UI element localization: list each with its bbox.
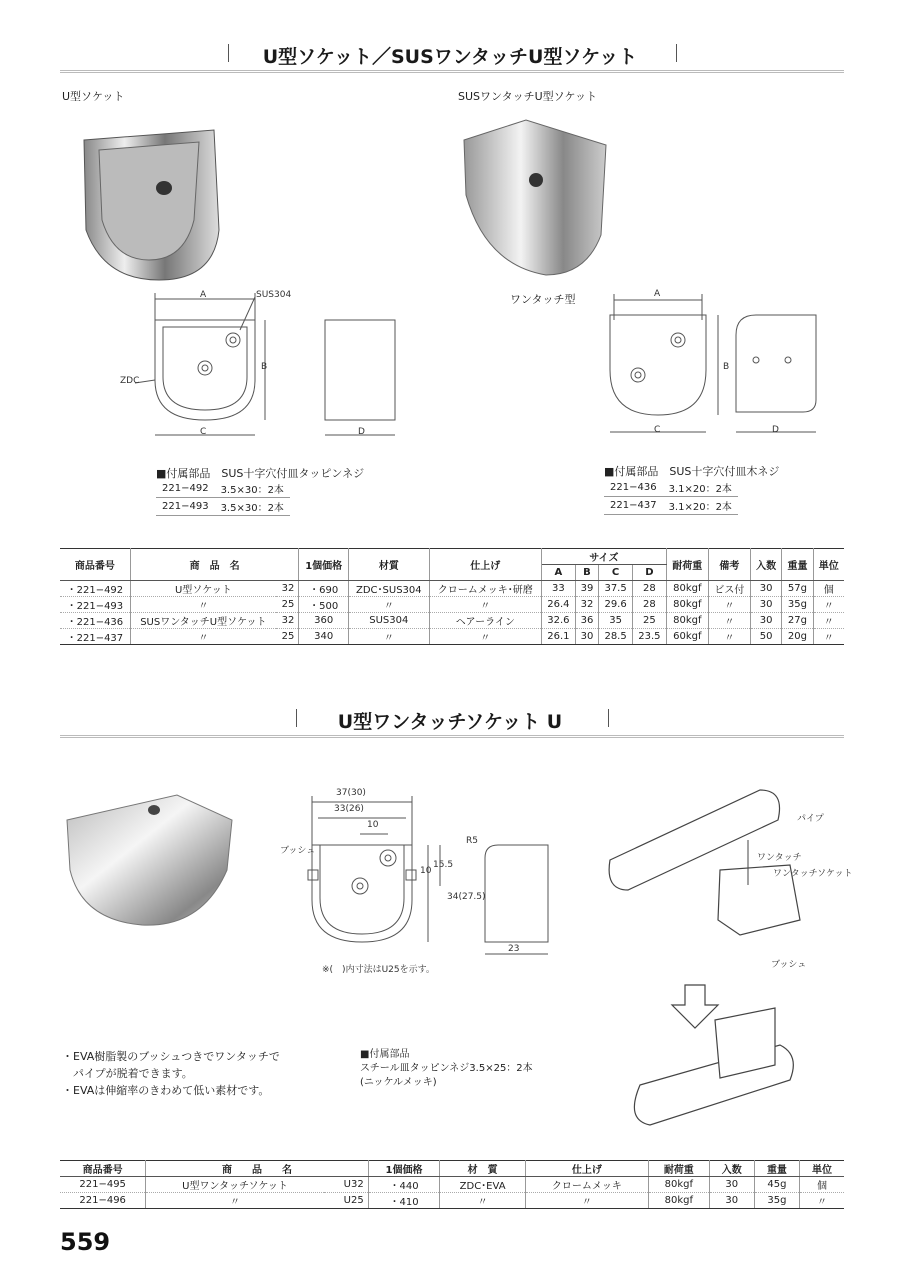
table-cell: ZDC･EVA	[440, 1177, 526, 1193]
table-cell: ・690	[299, 581, 349, 597]
onetouch-label: ワンタッチ型	[510, 293, 576, 306]
dim-23: 23	[508, 944, 520, 954]
table-row	[60, 613, 844, 629]
col-price: 1個価格	[299, 549, 349, 581]
table-cell: 〃	[349, 597, 430, 613]
col-code: 商品番号	[60, 549, 130, 581]
acc2-line2: (ニッケルメッキ)	[360, 1077, 437, 1088]
table-cell: 〃	[708, 597, 750, 613]
table-cell: SUS304	[349, 613, 430, 629]
dim-33: 33(26)	[334, 804, 364, 814]
table-cell: 36	[575, 613, 598, 629]
table-cell: 個	[800, 1177, 844, 1193]
acc-left-title: ■付属部品 SUS十字穴付皿タッピンネジ	[156, 467, 365, 480]
table-cell: U型ソケット	[130, 581, 276, 597]
feature-line: ・EVA樹脂製のブッシュつきでワンタッチで	[62, 1050, 280, 1063]
acc-code: 221−436	[604, 479, 663, 497]
dim-c-left: C	[200, 427, 207, 437]
table-cell: 340	[299, 629, 349, 645]
table-cell: 28.5	[599, 629, 633, 645]
table-cell: 28	[632, 581, 666, 597]
table-cell: ・500	[299, 597, 349, 613]
col-size-b: B	[575, 565, 598, 581]
col-unit: 単位	[800, 1161, 844, 1177]
acc-spec: 3.5×30：2本	[215, 480, 290, 498]
table-cell: 80kgf	[648, 1193, 709, 1209]
dim-note: ※( )内寸法はU25を示す。	[322, 965, 435, 975]
table-cell: 60kgf	[666, 629, 708, 645]
bush-label-2: ブッシュ	[771, 960, 807, 970]
feature-line: ・EVAは伸縮率のきわめて低い素材です。	[62, 1084, 270, 1097]
table-row	[60, 597, 844, 613]
acc-right-table	[604, 479, 738, 515]
page-number: 559	[60, 1228, 111, 1256]
table-cell: ・410	[368, 1193, 440, 1209]
spec-table-2	[60, 1160, 844, 1209]
table-cell: クロームメッキ･研磨	[429, 581, 541, 597]
table-cell: ヘアーライン	[429, 613, 541, 629]
table-cell: 35g	[782, 597, 813, 613]
table-cell: 32.6	[541, 613, 575, 629]
sus-socket-drawing	[598, 290, 828, 440]
table-cell: 30	[709, 1177, 754, 1193]
table-cell: クロームメッキ	[525, 1177, 648, 1193]
table-cell: 37.5	[599, 581, 633, 597]
col-name: 商 品 名	[130, 549, 299, 581]
table-cell: ・221−493	[60, 597, 130, 613]
table-header-row	[60, 1161, 844, 1177]
table-cell: U型ワンタッチソケット	[146, 1177, 324, 1193]
col-qty: 入数	[750, 549, 781, 581]
dim-10-top: 10	[367, 820, 379, 830]
col-price: 1個価格	[368, 1161, 440, 1177]
table-cell: 30	[750, 613, 781, 629]
table-cell: 〃	[800, 1193, 844, 1209]
table-row	[60, 581, 844, 597]
table-cell: 〃	[429, 629, 541, 645]
col-material: 材質	[349, 549, 430, 581]
acc2-title: ■付属部品	[360, 1049, 410, 1060]
dim-37: 37(30)	[336, 788, 366, 798]
table-cell: 32	[276, 581, 299, 597]
section1-rule	[60, 70, 844, 73]
col-finish: 仕上げ	[429, 549, 541, 581]
table-cell: 〃	[440, 1193, 526, 1209]
table-cell: 〃	[130, 629, 276, 645]
title-divider-right	[676, 44, 677, 62]
table-cell: 26.4	[541, 597, 575, 613]
section2-title: U型ワンタッチソケット U	[337, 711, 563, 733]
table-row	[604, 479, 738, 497]
table-cell: 個	[813, 581, 844, 597]
table-cell: 35g	[754, 1193, 799, 1209]
table-cell: 80kgf	[666, 597, 708, 613]
table-cell: 30	[750, 581, 781, 597]
right-product-caption: SUSワンタッチU型ソケット	[458, 90, 597, 103]
pipe-label: パイプ	[797, 814, 824, 824]
table-cell: 32	[276, 613, 299, 629]
table-cell: 30	[709, 1193, 754, 1209]
col-qty: 入数	[709, 1161, 754, 1177]
table-cell: 25	[276, 629, 299, 645]
table-cell: 360	[299, 613, 349, 629]
feature-list	[62, 1048, 280, 1099]
table-cell: ・221−436	[60, 613, 130, 629]
table-cell: 35	[599, 613, 633, 629]
col-unit: 単位	[813, 549, 844, 581]
acc-spec: 3.5×30：2本	[215, 498, 290, 516]
onetouch-socket-photo	[62, 790, 242, 930]
table-cell: 45g	[754, 1177, 799, 1193]
table-cell: 50	[750, 629, 781, 645]
table-cell: 23.5	[632, 629, 666, 645]
col-name: 商 品 名	[146, 1161, 368, 1177]
sus304-label: SUS304	[256, 290, 292, 300]
table-cell: 26.1	[541, 629, 575, 645]
dim-d-left: D	[358, 427, 365, 437]
col-weight: 重量	[782, 549, 813, 581]
title2-divider-right	[608, 709, 609, 727]
table-cell: 〃	[708, 613, 750, 629]
table-row	[60, 1177, 844, 1193]
spec-table-1	[60, 548, 844, 645]
table-row	[60, 629, 844, 645]
table-cell: 39	[575, 581, 598, 597]
table-cell: 〃	[813, 613, 844, 629]
acc2-line1: スチール皿タッピンネジ3.5×25：2本	[360, 1063, 533, 1074]
table-cell: 28	[632, 597, 666, 613]
table-cell: 30	[750, 597, 781, 613]
dim-c-right: C	[654, 425, 661, 435]
col-size: サイズ	[541, 549, 666, 565]
onetouch-label-2: ワンタッチ	[757, 853, 802, 863]
dim-a-left: A	[200, 290, 207, 300]
table-row	[60, 1193, 844, 1209]
table-cell: 〃	[708, 629, 750, 645]
table-row	[604, 497, 738, 515]
dim-b-left: B	[261, 362, 268, 372]
dim-b-right: B	[723, 362, 730, 372]
table-cell: 29.6	[599, 597, 633, 613]
table-row	[156, 498, 290, 516]
col-weight: 重量	[754, 1161, 799, 1177]
table-cell: 221−496	[60, 1193, 146, 1209]
col-size-d: D	[632, 565, 666, 581]
pipe-illustration	[600, 780, 850, 1150]
acc-code: 221−492	[156, 480, 215, 498]
table-cell: ・440	[368, 1177, 440, 1193]
table-cell: 〃	[130, 597, 276, 613]
table-cell: U32	[324, 1177, 368, 1193]
u-socket-photo	[64, 120, 234, 285]
zdc-label: ZDC	[120, 376, 140, 386]
socket-label: ワンタッチソケット	[773, 869, 853, 879]
acc-section2	[360, 1048, 533, 1090]
table-cell: 〃	[146, 1193, 324, 1209]
col-load: 耐荷重	[666, 549, 708, 581]
acc-right-title: ■付属部品 SUS十字穴付皿木ネジ	[604, 465, 780, 478]
acc-code: 221−493	[156, 498, 215, 516]
table-cell: 221−495	[60, 1177, 146, 1193]
dim-34: 34(27.5)	[447, 892, 486, 902]
table-cell: 25	[276, 597, 299, 613]
table-cell: 〃	[813, 629, 844, 645]
table-header-row	[60, 549, 844, 565]
table-row	[156, 480, 290, 498]
table-cell: 〃	[813, 597, 844, 613]
dim-d-right: D	[772, 425, 779, 435]
dim-15-5: 15.5	[433, 860, 454, 870]
table-cell: ・221−437	[60, 629, 130, 645]
table-cell: 27g	[782, 613, 813, 629]
col-material: 材 質	[440, 1161, 526, 1177]
table-cell: 33	[541, 581, 575, 597]
table-cell: 80kgf	[666, 581, 708, 597]
section2-rule	[60, 735, 844, 738]
acc-code: 221−437	[604, 497, 663, 515]
table-cell: 80kgf	[666, 613, 708, 629]
col-remarks: 備考	[708, 549, 750, 581]
left-product-caption: U型ソケット	[62, 90, 125, 103]
col-finish: 仕上げ	[525, 1161, 648, 1177]
acc-spec: 3.1×20：2本	[663, 479, 738, 497]
table-cell: 〃	[349, 629, 430, 645]
table-cell: U25	[324, 1193, 368, 1209]
table-cell: 80kgf	[648, 1177, 709, 1193]
table-cell: ビス付	[708, 581, 750, 597]
feature-line: パイプが脱着できます。	[62, 1067, 193, 1080]
table-cell: 25	[632, 613, 666, 629]
table-cell: ・221−492	[60, 581, 130, 597]
table-cell: 〃	[429, 597, 541, 613]
col-code: 商品番号	[60, 1161, 146, 1177]
table-cell: 20g	[782, 629, 813, 645]
dim-r5: R5	[466, 836, 478, 846]
table-cell: 57g	[782, 581, 813, 597]
section1-title: U型ソケット／SUSワンタッチU型ソケット	[262, 46, 638, 68]
table-cell: ZDC･SUS304	[349, 581, 430, 597]
acc-left-table	[156, 480, 290, 516]
acc-spec: 3.1×20：2本	[663, 497, 738, 515]
table-cell: 30	[575, 629, 598, 645]
col-load: 耐荷重	[648, 1161, 709, 1177]
sus-socket-photo	[456, 115, 616, 280]
table-cell: 〃	[525, 1193, 648, 1209]
table-cell: SUSワンタッチU型ソケット	[130, 613, 276, 629]
col-size-c: C	[599, 565, 633, 581]
table-cell: 32	[575, 597, 598, 613]
bush-label: ブッシュ	[280, 846, 316, 856]
dim-10-side: 10	[420, 866, 432, 876]
col-size-a: A	[541, 565, 575, 581]
dim-a-right: A	[654, 289, 661, 299]
